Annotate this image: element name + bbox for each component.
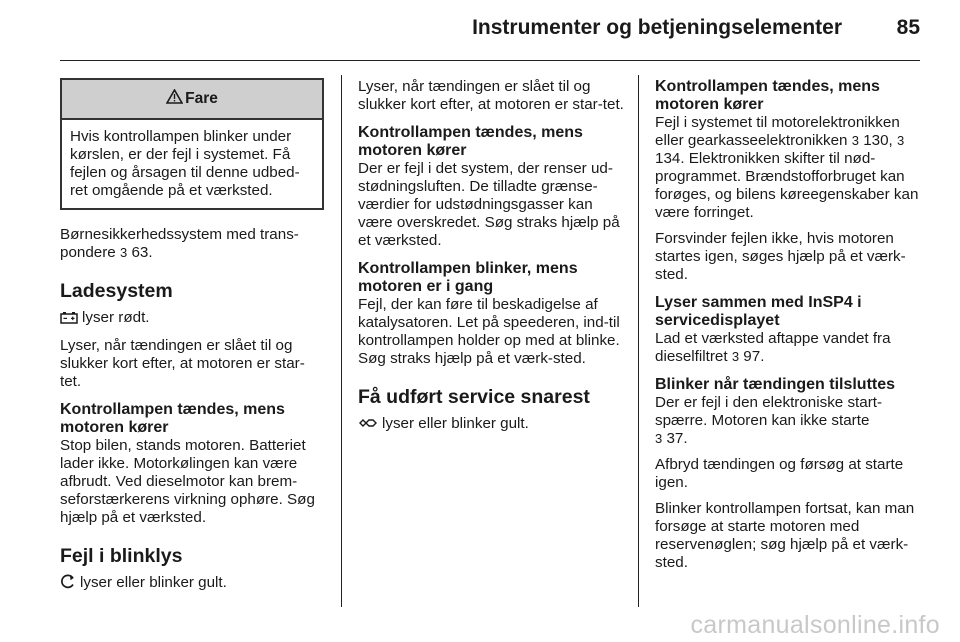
service-heading: Få udført service snarest: [358, 386, 590, 408]
page-ref[interactable]: 97.: [743, 348, 765, 365]
header-title: Instrumenter og betjeningselementer: [472, 16, 842, 39]
page-ref-arrow: 3: [655, 431, 663, 446]
page-ref[interactable]: 63.: [131, 244, 153, 261]
column-divider: [341, 75, 342, 607]
turn-signal-fault-icon: [60, 574, 76, 594]
exhaust-subheading-1: Kontrollampen tændes, mens motoren kører: [358, 124, 583, 159]
engine-subheading-2: Lyser sammen med InSP4 i servicedisplayet: [655, 294, 862, 329]
service-text: lyser eller blinker gult.: [382, 415, 529, 432]
engine-paragraph-4: Afbryd tændingen og førsøg at starte igen.: [655, 456, 904, 491]
engine-text-a: Fejl i systemet til motorelektronikken eller gearkasseelektronikken: [655, 114, 900, 149]
indicator-heading: Fejl i blinklys: [60, 545, 183, 567]
column-3: [655, 78, 923, 580]
engine-sub-text-3: [655, 394, 923, 448]
column-2: [358, 78, 624, 443]
page-ref[interactable]: 130,: [863, 132, 893, 149]
charging-subheading: Kontrollampen tændes, mens motoren kører: [60, 401, 285, 436]
page-ref[interactable]: 37.: [666, 430, 688, 447]
charging-sub-text: Stop bilen, stands motoren. Batteriet lader ikke. Motorkølingen kan være afbrudt. Ved dieselmotor kan brem-seforstærkerens virkning ophøre. Søg hjælp på et værksted.: [60, 437, 315, 526]
warning-header: [62, 80, 322, 120]
warning-text: Hvis kontrollampen blinker under kørslen, er der fejl i systemet. Få fejlen og årsagen til denne udbed-ret omgående på et værksted.: [70, 128, 300, 199]
engine-paragraph-2: Forsvinder fejlen ikke, hvis motoren startes igen, søges hjælp på et værk-sted.: [655, 230, 906, 283]
indicator-line: [60, 574, 324, 594]
battery-icon: [60, 311, 78, 329]
warning-box: [60, 78, 324, 210]
page-number: 85: [896, 16, 920, 39]
warning-triangle-icon: [166, 89, 183, 109]
engine-text-b: Elektronikken skifter til nød-programmet. Brændstofforbruget kan forøges, og bilens køreegenskaber kan være forringet.: [655, 150, 919, 221]
child-safety-paragraph: [60, 226, 324, 262]
wrench-icon: [358, 416, 378, 435]
exhaust-sub-text-2: Fejl, der kan føre til beskadigelse af katalysatoren. Let på speederen, ind-til kontrollampen holder op med at blinke. Søg straks hjælp på et værk-sted.: [358, 296, 620, 367]
service-line: [358, 415, 624, 435]
column-1: [60, 78, 324, 602]
engine-subheading-3: Blinker når tændingen tilsluttes: [655, 376, 896, 393]
page-ref-arrow: 3: [119, 245, 128, 260]
child-safety-text: Børnesikkerhedssystem med trans-pondere: [60, 226, 299, 261]
page-ref-arrow: 3: [896, 133, 905, 148]
exhaust-sub-text-1: Der er fejl i det system, der renser ud-stødningsluften. De tilladte grænse-værdier for udstødningsgasser kan være overskredet. Søg straks hjælp på et værksted.: [358, 160, 620, 249]
charging-icon-text: lyser rødt.: [82, 309, 150, 326]
charging-icon-line: [60, 309, 324, 329]
column-divider: [638, 75, 639, 607]
indicator-text: lyser eller blinker gult.: [80, 574, 227, 591]
exhaust-paragraph: Lyser, når tændingen er slået til og slukker kort efter, at motoren er star-tet.: [358, 78, 624, 113]
charging-heading: Ladesystem: [60, 280, 173, 302]
charging-paragraph: Lyser, når tændingen er slået til og slukker kort efter, at motoren er star-tet.: [60, 337, 305, 390]
engine-sub-text-1: [655, 114, 923, 222]
engine-text: Der er fejl i den elektroniske start-spærre. Motoren kan ikke starte: [655, 394, 883, 429]
engine-sub-text-2: [655, 330, 923, 366]
exhaust-subheading-2: Kontrollampen blinker, mens motoren er i gang: [358, 260, 578, 295]
watermark: carmanualsonline.info: [690, 611, 940, 639]
engine-subheading-1: Kontrollampen tændes, mens motoren kører: [655, 78, 880, 113]
engine-text: Lad et værksted aftappe vandet fra dieselfiltret: [655, 330, 891, 365]
engine-paragraph-5: Blinker kontrollampen fortsat, kan man forsøge at starte motoren med reservenøglen; søg hjælp på et værk-sted.: [655, 500, 915, 571]
page-ref-arrow: 3: [731, 349, 740, 364]
page-ref[interactable]: 134.: [655, 150, 685, 167]
warning-title: Fare: [185, 90, 218, 107]
page-ref-arrow: 3: [851, 133, 859, 148]
page-header: [60, 0, 920, 61]
